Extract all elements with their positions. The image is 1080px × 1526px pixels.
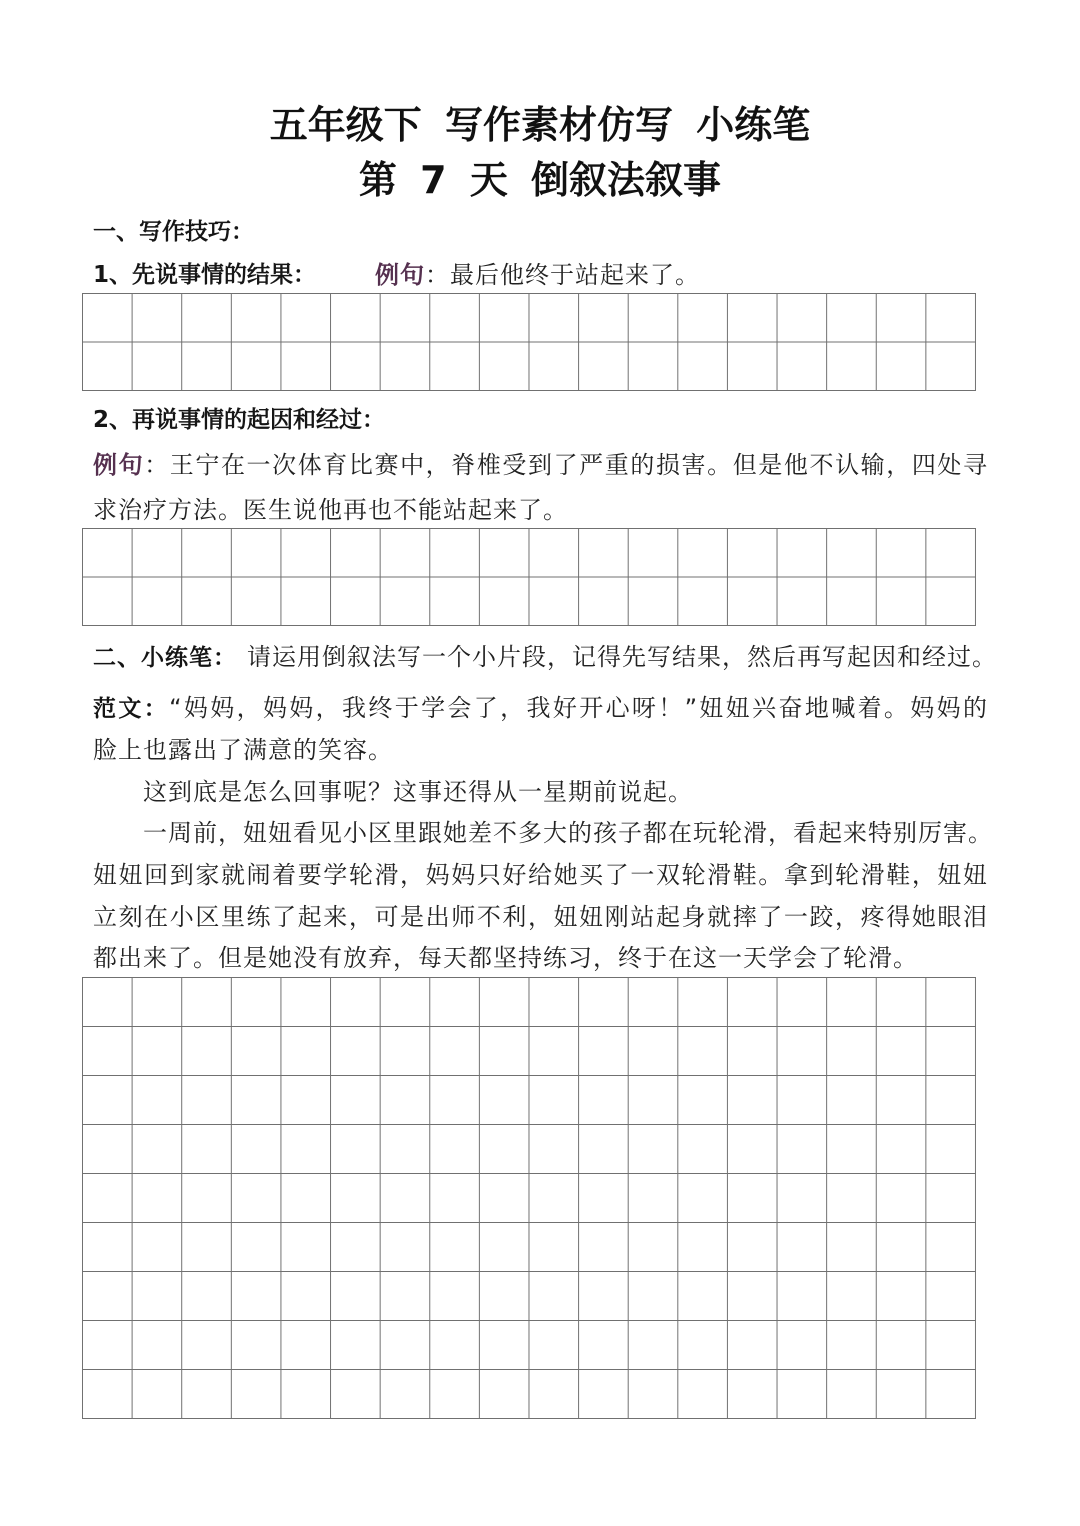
section-2-header-line xyxy=(93,642,997,673)
sample-line-3: 这到底是怎么回事呢？这事还得从一星期前说起。 xyxy=(143,778,693,806)
item-1-label: 1、先说事情的结果： xyxy=(93,262,317,288)
sample-line-6: 立刻在小区里练了起来，可是出师不利，妞妞刚站起身就摔了一跤，疼得她眼泪 xyxy=(93,903,988,931)
sample-label: 范文： xyxy=(93,696,170,722)
sample-line-5: 妞妞回到家就闹着要学轮滑，妈妈只好给她买了一双轮滑鞋。拿到轮滑鞋，妞妞 xyxy=(93,861,988,889)
sample-line-2: 脸上也露出了满意的笑容。 xyxy=(93,736,393,764)
section-2-instruction: 请运用倒叙法写一个小片段，记得先写结果，然后再写起因和经过。 xyxy=(247,643,997,671)
writing-grid-3 xyxy=(82,977,976,1419)
sample-text-1: “妈妈，妈妈，我终于学会了，我好开心呀！”妞妞兴奋地喊着。妈妈的 xyxy=(169,694,988,722)
section-2-heading: 二、小练笔： xyxy=(93,645,237,671)
item-2-example-line-2: 求治疗方法。医生说他再也不能站起来了。 xyxy=(93,496,568,524)
sample-line-7: 都出来了。但是她没有放弃，每天都坚持练习，终于在这一天学会了轮滑。 xyxy=(93,944,918,972)
sample-line-1 xyxy=(93,693,988,724)
item-1-example-label: 例句 xyxy=(375,261,425,289)
item-2-label: 2、再说事情的起因和经过： xyxy=(93,407,386,433)
item-2-example-line-1 xyxy=(93,450,988,480)
item-2-example-label: 例句 xyxy=(93,451,145,479)
page-subtitle: 第 7 天 倒叙法叙事 xyxy=(358,158,722,202)
item-2-example-text: ：王宁在一次体育比赛中，脊椎受到了严重的损害。但是他不认输，四处寻 xyxy=(144,451,989,479)
sample-line-4: 一周前，妞妞看见小区里跟她差不多大的孩子都在玩轮滑，看起来特别厉害。 xyxy=(143,819,993,847)
writing-grid-2 xyxy=(82,528,976,626)
item-1-example-text: ：最后他终于站起来了。 xyxy=(425,261,700,289)
writing-grid-1 xyxy=(82,293,976,391)
page-title: 五年级下 写作素材仿写 小练笔 xyxy=(269,103,811,147)
section-1-heading: 一、写作技巧： xyxy=(93,219,254,245)
item-1-example xyxy=(375,260,700,290)
